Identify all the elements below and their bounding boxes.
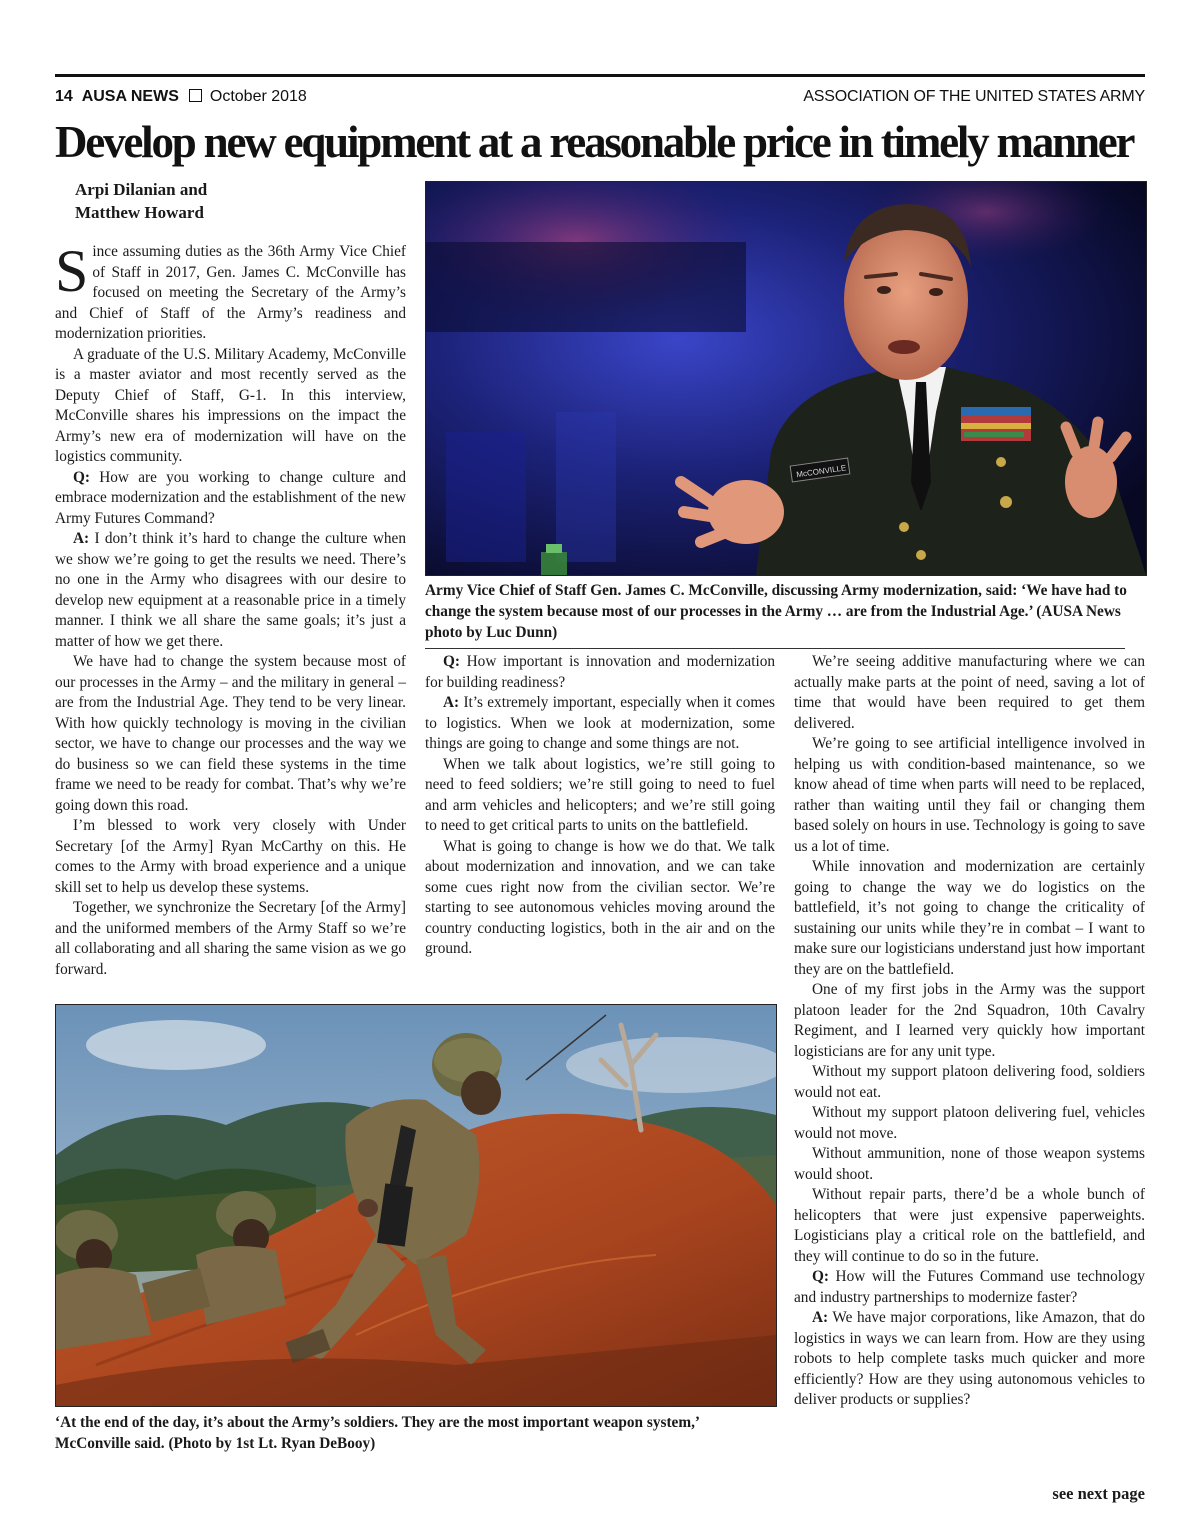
article-paragraph: Without ammunition, none of those weapon systems would shoot. [794,1145,1145,1183]
a-label: A: [812,1309,829,1326]
answer-paragraph: A: We have major corporations, like Amazon, that do logistics in ways we can learn from. How are they using robots to help complete tasks much quicker and more efficiently? How are they using autonomous vehicles to deliver products or supplies? [794,1309,1145,1408]
photo-soldiers [55,1004,777,1407]
article-paragraph: We’re going to see artificial intelligence involved in helping us with condition-based maintenance, so we know ahead of time when parts will need to be replaced, rather than waiting until they fail or changing them based solely on hours in use. Technology is going to save us a lot of time. [794,735,1145,855]
a-label: A: [443,694,460,711]
article-column-3 [794,652,1145,1411]
q-label: Q: [443,653,460,670]
byline-line-1: Arpi Dilanian and [75,180,208,199]
caption-rule [425,648,1125,649]
photo1-caption: Army Vice Chief of Staff Gen. James C. McConville, discussing Army modernization, said: ‘We have had to change the system because most of our processes in the Army … are from the Industrial Age.’ (AUSA News photo by Luc Dunn) [425,582,1127,641]
article-paragraph: Without my support platoon delivering food, soldiers would not eat. [794,1063,1145,1101]
article-column-2 [425,652,775,960]
answer-paragraph: A: I don’t think it’s hard to change the culture when we show we’re going to get the results we need. There’s no one in the Army who disagrees with our desire to develop new equipment at a reasonable price in a timely manner. I think we all share the same goals; it’s just a matter of how we get there. [55,530,406,650]
article-paragraph: We have had to change the system because most of our processes in the Army – and the military in general – are from the Industrial Age. They tend to be very linear. With how quickly technology is moving in the civilian sector, we have to change our processes and the way we do business so we can field these systems in the time frame we need to be ready for combat. That’s why we’re going down this road. [55,653,406,814]
issue-date: October 2018 [209,88,307,105]
photo2-caption: ‘At the end of the day, it’s about the Army’s soldiers. They are the most important weapon system,’ McConville said. (Photo by 1st Lt. Ryan DeBooy) [55,1414,699,1452]
question-paragraph: Q: How will the Futures Command use technology and industry partnerships to modernize faster? [794,1268,1145,1306]
byline [75,178,207,224]
page-header-left [55,88,307,106]
article-paragraph: I’m blessed to work very closely with Under Secretary [of the Army] Ryan McCarthy on this. He comes to the Army with broad experience and a unique skill set to help us develop these systems. [55,817,406,896]
article-column-1 [55,238,406,980]
drop-cap: S [55,238,89,304]
article-paragraph: Without my support platoon delivering fuel, vehicles would not move. [794,1104,1145,1142]
a-label: A: [73,530,90,547]
question-paragraph: Q: How are you working to change culture and embrace modernization and the establishment of the new Army Futures Command? [55,468,406,527]
article-paragraph: We’re seeing additive manufacturing where we can actually make parts at the point of need, saving a lot of time that would have been required to get them delivered. [794,653,1145,732]
organization-name: ASSOCIATION OF THE UNITED STATES ARMY [803,88,1145,105]
page-number: 14 [55,88,73,105]
see-next-page: see next page [1052,1484,1145,1503]
publication-name: AUSA NEWS [81,88,179,105]
photo-mcconville [425,181,1147,576]
headline: Develop new equipment at a reasonable price in timely manner [55,117,1134,167]
header-rule [55,74,1145,77]
article-paragraph: While innovation and modernization are certainly going to change the way we do logistics on the battlefield, it’s not going to change the criticality of sustaining our units while they’re in combat – I want to make sure our logisticians understand just how important they are on the battlefield. [794,858,1145,978]
nameplate-text: McCONVILLE [795,463,847,480]
article-paragraph: Since assuming duties as the 36th Army Vice Chief of Staff in 2017, Gen. James C. McConville has focused on meeting the Secretary of the Army’s and Chief of Staff of the Army’s readiness and modernization priorities. [55,238,406,342]
article-paragraph: A graduate of the U.S. Military Academy, McConville is a master aviator and most recently served as the Deputy Chief of Staff, G-1. In this interview, McConville shares his impressions on the impact the Army’s new era of modernization will have on the logistics community. [55,345,406,465]
checkbox-icon [189,89,202,102]
question-paragraph: Q: How important is innovation and modernization for building readiness? [425,653,775,691]
answer-paragraph: A: It’s extremely important, especially when it comes to logistics. When we look at modernization, some things are going to change and some things are not. [425,694,775,752]
q-label: Q: [73,468,90,486]
article-paragraph: Together, we synchronize the Secretary [of the Army] and the uniformed members of the Army Staff so we’re all collaborating and all sharing the same vision as we go forward. [55,899,406,978]
article-paragraph: One of my first jobs in the Army was the support platoon leader for the 2nd Squadron, 10th Cavalry Regiment, and I learned very quickly how important logisticians are for any unit type. [794,981,1145,1060]
byline-line-2: Matthew Howard [75,203,204,222]
article-paragraph: When we talk about logistics, we’re still going to need to feed soldiers; we’re still going to need to fuel and arm vehicles and helicopters; and we’re still going to need to get critical parts to units on the battlefield. [425,755,775,834]
q-label: Q: [812,1268,829,1285]
article-paragraph: What is going to change is how we do that. We talk about modernization and innovation, and we can take some cues right now from the civilian sector. We’re starting to see autonomous vehicles moving around the country conducting logistics, both in the air and on the ground. [425,837,775,957]
article-paragraph: Without repair parts, there’d be a whole bunch of helicopters that were just expensive paperweights. Logisticians play a critical role on the battlefield, and they will continue to do so in the future. [794,1186,1145,1265]
